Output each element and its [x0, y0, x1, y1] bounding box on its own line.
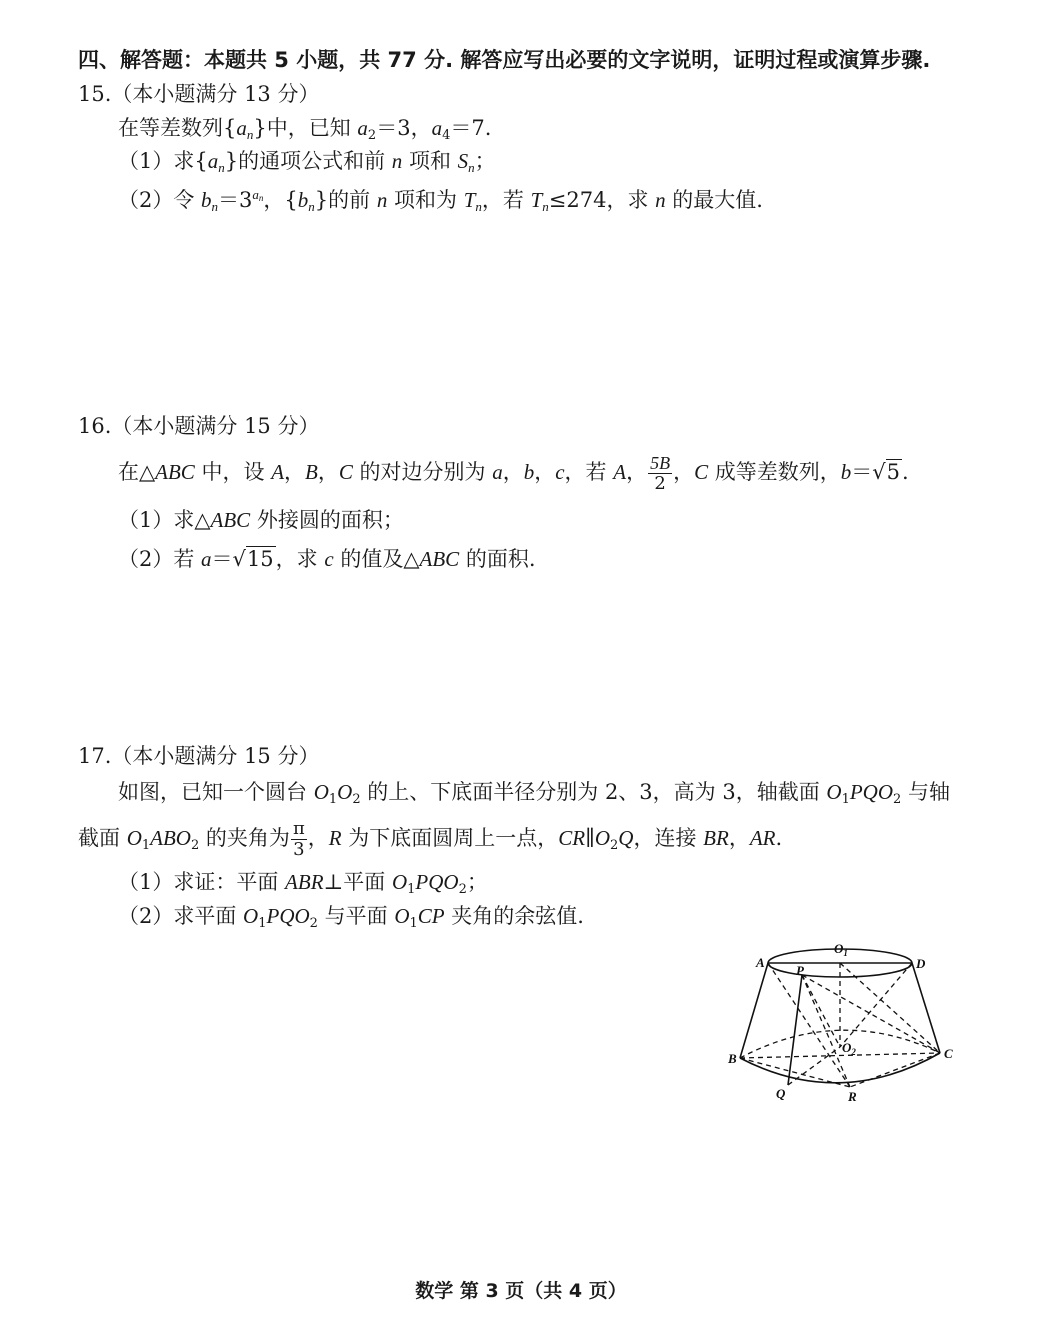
q16-part1: （1）求△ABC 外接圆的面积； [118, 508, 404, 532]
q15-stem: 在等差数列$\{a_n\}$中，已知 $a_2=3$，$a_4=7$. [118, 116, 492, 143]
segment-o1c [840, 963, 940, 1053]
q17-stem-line2: 截面 $O_1ABO_2$ 的夹角为 $\frac{\pi}{3}$ ，R 为下底面圆周上一点，$CR\parallel O_2Q$，连接 BR，AR. [78, 818, 783, 860]
side-ab [740, 963, 768, 1058]
label-c: C [944, 1046, 953, 1061]
page-footer: 数学 第 3 页（共 4 页） [415, 1280, 627, 1302]
q16-header: 16.（本小题满分 15 分） [78, 414, 320, 438]
label-q: Q [776, 1086, 786, 1101]
q17-stem-line1: 如图，已知一个圆台 $O_1O_2$ 的上、下底面半径分别为 2、3，高为 3，轴截面 $O_1PQO_2$ 与轴 [118, 780, 950, 807]
q17-header: 17.（本小题满分 15 分） [78, 744, 320, 768]
side-dc [912, 963, 940, 1053]
label-b: B [728, 1051, 737, 1066]
q16-part2: （2）若 a＝√15，求 c 的值及△ABC 的面积. [118, 547, 536, 571]
label-r: R [848, 1089, 857, 1104]
q15-part1: （1）求$\{a_n\}$的通项公式和前 n 项和 $S_n$； [118, 149, 496, 175]
section-heading: 四、解答题：本题共 5 小题，共 77 分. 解答应写出必要的文字说明，证明过程或演算步骤. [78, 48, 931, 72]
label-p: P [796, 963, 804, 978]
segment-ar [768, 963, 850, 1087]
q15-header: 15.（本小题满分 13 分） [78, 82, 320, 106]
q17-part1: （1）求证：平面 ABR⊥平面 $O_1PQO_2$； [118, 870, 488, 897]
q15-part2: （2）令 $b_n=3^{a_n}$，$\{b_n\}$的前 n 项和为 $T_n$，若 $T_n\le 274$，求 n 的最大值. [118, 187, 763, 214]
q17-part2: （2）求平面 $O_1PQO_2$ 与平面 $O_1CP$ 夹角的余弦值. [118, 904, 584, 931]
label-o2: $O_2$ [842, 1040, 856, 1057]
frustum-figure [720, 935, 960, 1110]
segment-bc [740, 1053, 940, 1058]
segment-qo2 [788, 1047, 840, 1085]
q16-stem: 在△ABC 中，设 A，B，C 的对边分别为 a，b，c，若 A， $\frac{5B}{2}$ ，C 成等差数列，b＝√5. [118, 453, 909, 494]
label-d: D [916, 956, 926, 971]
label-o1: $O_1$ [834, 941, 848, 958]
segment-pq [788, 975, 802, 1085]
fraction-5b-over-2: $\frac{5B}{2}$ [650, 453, 671, 494]
segment-cr [850, 1053, 940, 1087]
label-a: A [756, 955, 765, 970]
fraction-pi-over-3: $\frac{\pi}{3}$ [292, 818, 305, 860]
